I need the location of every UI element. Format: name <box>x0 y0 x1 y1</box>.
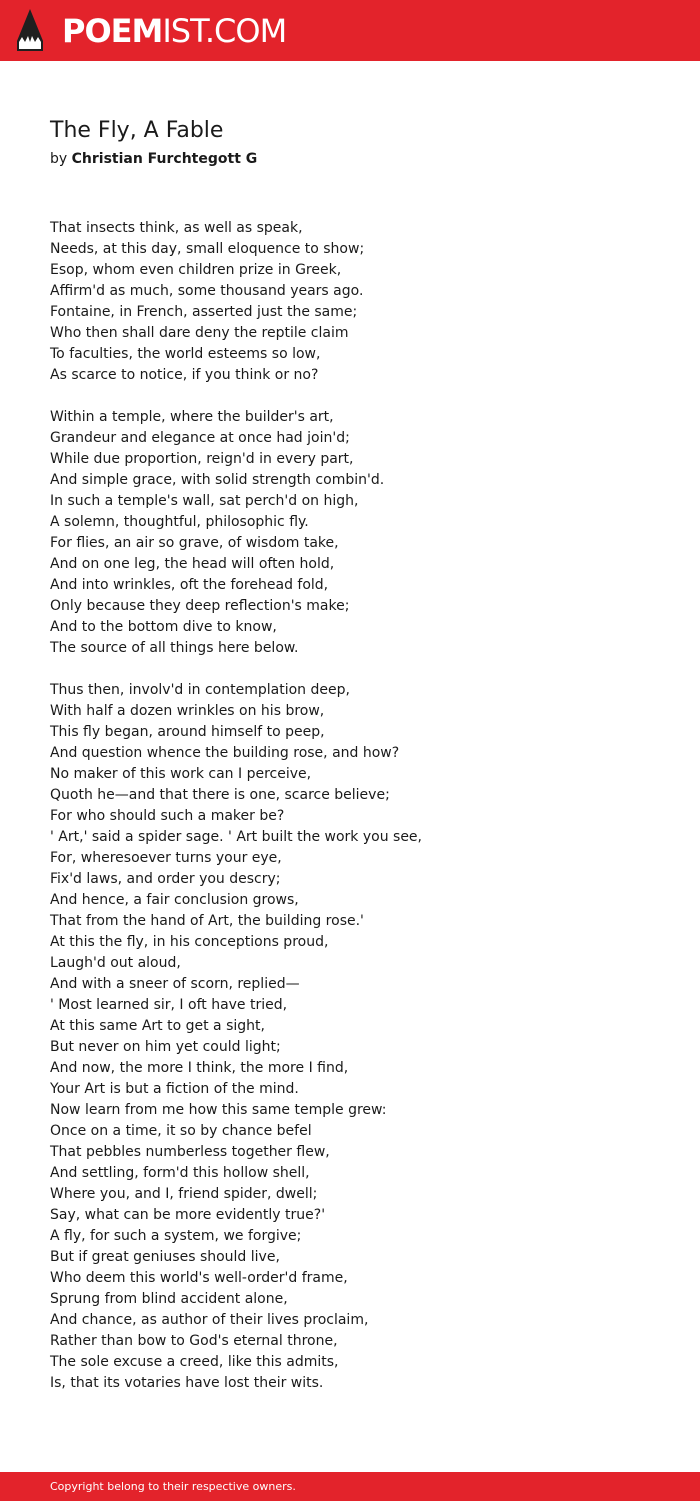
poem-line: And chance, as author of their lives proclaim, <box>50 1312 369 1328</box>
poem-line: Grandeur and elegance at once had join'd; <box>50 430 350 446</box>
poem-line: No maker of this work can I perceive, <box>50 766 312 782</box>
poem-line: For, wheresoever turns your eye, <box>50 850 282 866</box>
poem-line: At this same Art to get a sight, <box>50 1018 265 1034</box>
poem-line: Now learn from me how this same temple grew: <box>50 1102 387 1118</box>
poem-stanza <box>50 407 670 659</box>
poem-line: ' Art,' said a spider sage. ' Art built the work you see, <box>50 829 422 845</box>
by-label: by <box>50 151 68 167</box>
poem-line: Who deem this world's well-order'd frame, <box>50 1270 348 1286</box>
poem-line: And hence, a fair conclusion grows, <box>50 892 299 908</box>
pencil-tip-icon[interactable] <box>17 9 43 51</box>
poem-line: For flies, an air so grave, of wisdom take, <box>50 535 339 551</box>
poem-line: Say, what can be more evidently true?' <box>50 1207 326 1223</box>
poem-line: Fontaine, in French, asserted just the same; <box>50 304 358 320</box>
poem-line: And into wrinkles, oft the forehead fold, <box>50 577 329 593</box>
poem-line: Affirm'd as much, some thousand years ago. <box>50 283 364 299</box>
poem-line: For who should such a maker be? <box>50 808 285 824</box>
poem-line: Esop, whom even children prize in Greek, <box>50 262 342 278</box>
poem-body <box>50 218 670 1415</box>
poem-line: And to the bottom dive to know, <box>50 619 277 635</box>
poem-line: Who then shall dare deny the reptile claim <box>50 325 349 341</box>
poem-line: Fix'd laws, and order you descry; <box>50 871 281 887</box>
poem-line: Where you, and I, friend spider, dwell; <box>50 1186 318 1202</box>
poem-line: And on one leg, the head will often hold, <box>50 556 335 572</box>
poem-line: Needs, at this day, small eloquence to show; <box>50 241 365 257</box>
poem-line: In such a temple's wall, sat perch'd on high, <box>50 493 359 509</box>
poem-line: Only because they deep reflection's make; <box>50 598 350 614</box>
poem-line: Is, that its votaries have lost their wits. <box>50 1375 324 1391</box>
poem-line: But never on him yet could light; <box>50 1039 281 1055</box>
site-header <box>0 0 700 61</box>
site-footer <box>0 1472 700 1501</box>
poem-line: Laugh'd out aloud, <box>50 955 181 971</box>
poem-author: Christian Furchtegott G <box>71 151 258 167</box>
poem-line: Within a temple, where the builder's art, <box>50 409 334 425</box>
poem-stanza <box>50 680 670 1394</box>
poem-line: The sole excuse a creed, like this admits, <box>50 1354 339 1370</box>
logo-text-light: IST.COM <box>162 12 287 50</box>
poem-line: That from the hand of Art, the building rose.' <box>50 913 364 929</box>
poem-line: Rather than bow to God's eternal throne, <box>50 1333 338 1349</box>
poem-line: Sprung from blind accident alone, <box>50 1291 288 1307</box>
poem-line: Thus then, involv'd in contemplation deep, <box>50 682 350 698</box>
poem-line: But if great geniuses should live, <box>50 1249 280 1265</box>
poem-line: Quoth he—and that there is one, scarce believe; <box>50 787 390 803</box>
poem-line: As scarce to notice, if you think or no? <box>50 367 319 383</box>
poem-line: Once on a time, it so by chance befel <box>50 1123 312 1139</box>
copyright-notice: Copyright belong to their respective owners. <box>50 1480 296 1493</box>
poem-line: And now, the more I think, the more I find, <box>50 1060 349 1076</box>
poem-line: A fly, for such a system, we forgive; <box>50 1228 302 1244</box>
poem-line: And question whence the building rose, and how? <box>50 745 400 761</box>
poem-title: The Fly, A Fable <box>50 118 224 143</box>
logo-text-bold: POEM <box>62 12 163 50</box>
poem-line: At this the fly, in his conceptions proud, <box>50 934 329 950</box>
poem-line: While due proportion, reign'd in every part, <box>50 451 354 467</box>
poem-line: And with a sneer of scorn, replied— <box>50 976 300 992</box>
poem-byline <box>50 149 257 169</box>
poem-line: The source of all things here below. <box>50 640 299 656</box>
poem-stanza <box>50 218 670 386</box>
poem-line: And settling, form'd this hollow shell, <box>50 1165 310 1181</box>
poem-line: To faculties, the world esteems so low, <box>50 346 321 362</box>
poem-line: This fly began, around himself to peep, <box>50 724 325 740</box>
poem-line: That pebbles numberless together flew, <box>50 1144 330 1160</box>
poem-line: And simple grace, with solid strength combin'd. <box>50 472 385 488</box>
poem-line: With half a dozen wrinkles on his brow, <box>50 703 325 719</box>
poem-line: ' Most learned sir, I oft have tried, <box>50 997 288 1013</box>
poem-line: That insects think, as well as speak, <box>50 220 303 236</box>
poem-line: A solemn, thoughtful, philosophic fly. <box>50 514 309 530</box>
poem-line: Your Art is but a fiction of the mind. <box>50 1081 299 1097</box>
site-logo[interactable] <box>62 12 286 50</box>
